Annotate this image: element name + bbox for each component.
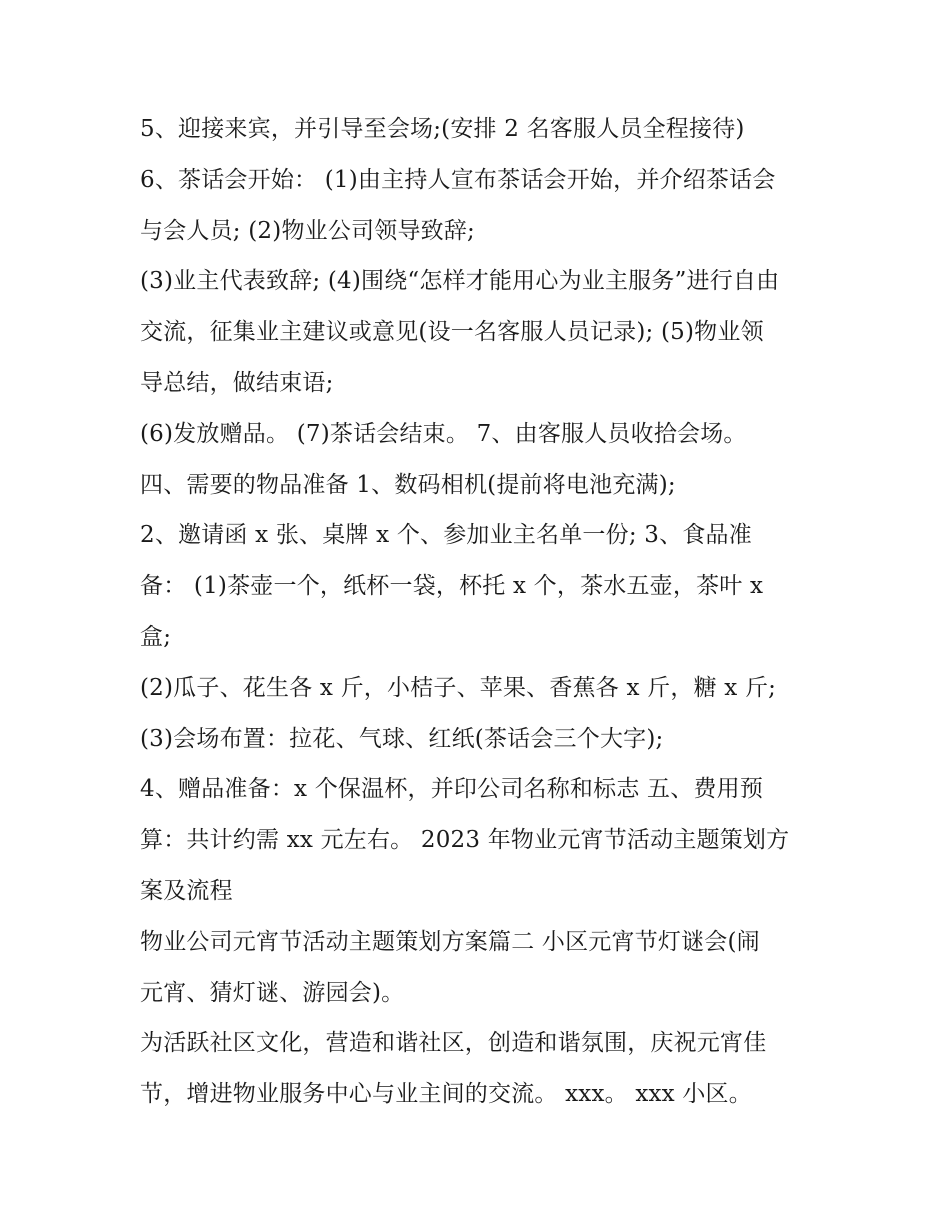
text-line: 节，增进物业服务中心与业主间的交流。 xxx。 xxx 小区。 [140, 1081, 752, 1108]
text-line: 交流，征集业主建议或意见(设一名客服人员记录); (5)物业领 [140, 319, 764, 346]
text-line: (6)发放赠品。 (7)茶话会结束。 7、由客服人员收拾会场。 [140, 420, 747, 447]
text-line: 导总结，做结束语; [140, 369, 334, 396]
text-line: 元宵、猜灯谜、游园会)。 [140, 979, 405, 1006]
text-line: 为活跃社区文化，营造和谐社区，创造和谐氛围，庆祝元宵佳 [140, 1030, 767, 1057]
text-line: 与会人员; (2)物业公司领导致辞; [140, 217, 475, 244]
text-line: (3)业主代表致辞; (4)围绕“怎样才能用心为业主服务”进行自由 [140, 268, 780, 295]
text-line: (2)瓜子、花生各 x 斤，小桔子、苹果、香蕉各 x 斤，糖 x 斤; [140, 674, 777, 701]
text-line: (3)会场布置：拉花、气球、红纸(茶话会三个大字); [140, 725, 664, 752]
text-line: 算：共计约需 xx 元左右。 2023 年物业元宵节活动主题策划方 [140, 827, 790, 854]
text-line: 4、赠品准备：x 个保温杯，并印公司名称和标志 五、费用预 [140, 776, 764, 803]
text-line: 盒; [140, 623, 172, 650]
text-line: 6、茶话会开始： (1)由主持人宣布茶话会开始，并介绍茶话会 [140, 166, 776, 193]
document-body [140, 104, 820, 1120]
text-line: 案及流程 [140, 877, 233, 904]
text-line: 物业公司元宵节活动主题策划方案篇二 小区元宵节灯谜会(闹 [140, 928, 760, 955]
text-line: 四、需要的物品准备 1、数码相机(提前将电池充满); [140, 471, 676, 498]
text-line: 备： (1)茶壶一个，纸杯一袋，杯托 x 个，茶水五壶，茶叶 x [140, 573, 764, 600]
text-line: 5、迎接来宾，并引导至会场;(安排 2 名客服人员全程接待) [140, 116, 745, 142]
text-line: 2、邀请函 x 张、桌牌 x 个、参加业主名单一份; 3、食品准 [140, 522, 752, 549]
